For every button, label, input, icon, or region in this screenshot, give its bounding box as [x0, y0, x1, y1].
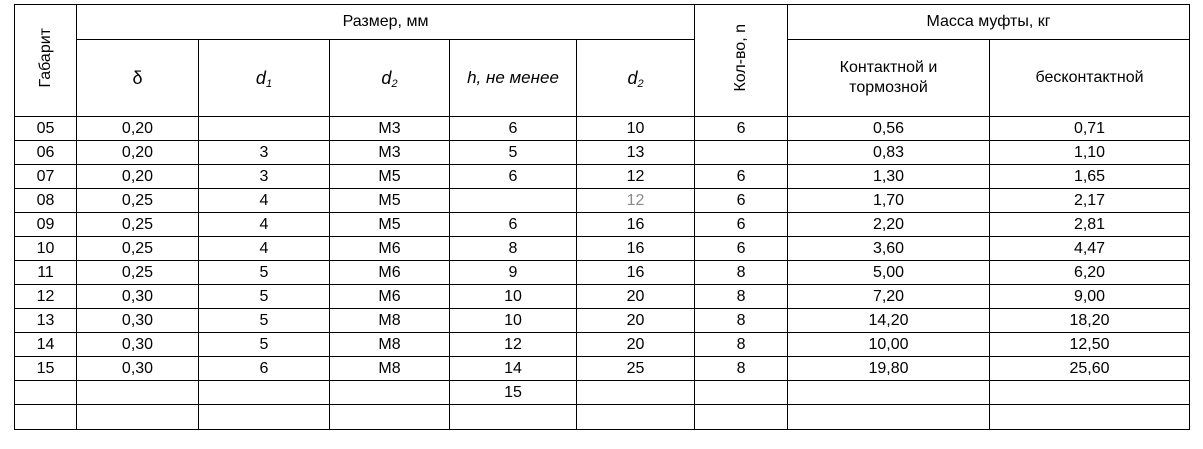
cell-gabarit: 15: [15, 357, 77, 381]
header-d1: [199, 40, 330, 117]
cell-m1: 7,20: [788, 285, 990, 309]
cell-m2: 18,20: [990, 309, 1190, 333]
cell-h: 5: [450, 141, 577, 165]
table-row: [15, 213, 1190, 237]
cell-n: 6: [695, 213, 788, 237]
header-h-label: h, не менее: [467, 68, 559, 87]
header-beskontaktnoy-label: бесконтактной: [1035, 69, 1144, 86]
header-razmer-group: [77, 5, 695, 40]
cell-d2: М5: [330, 189, 450, 213]
header-d1-label: d: [255, 67, 266, 88]
cell-gabarit: 06: [15, 141, 77, 165]
spacer-cell: [990, 405, 1190, 430]
cell-m1: [788, 381, 990, 405]
header-delta-label: δ: [132, 67, 143, 88]
header-d1-sub: 1: [265, 77, 273, 90]
table-row: [15, 285, 1190, 309]
cell-h: 8: [450, 237, 577, 261]
cell-m1: 14,20: [788, 309, 990, 333]
cell-h: 6: [450, 165, 577, 189]
cell-m2: 2,81: [990, 213, 1190, 237]
cell-m1: 1,30: [788, 165, 990, 189]
cell-d1: 3: [199, 141, 330, 165]
cell-m2: [990, 381, 1190, 405]
cell-d2: М6: [330, 237, 450, 261]
cell-n: 8: [695, 357, 788, 381]
cell-m2: 25,60: [990, 357, 1190, 381]
table-row: [15, 189, 1190, 213]
table-row: [15, 117, 1190, 141]
cell-m1: 10,00: [788, 333, 990, 357]
header-d2: [330, 40, 450, 117]
cell-d2b: 20: [577, 309, 695, 333]
spacer-cell: [788, 405, 990, 430]
header-beskontaktnoy: [990, 40, 1190, 117]
cell-d2b: 20: [577, 285, 695, 309]
header-kolvo-label: Кол-во, n: [732, 24, 750, 92]
cell-delta: 0,20: [77, 165, 199, 189]
cell-n: 8: [695, 285, 788, 309]
cell-n: 8: [695, 261, 788, 285]
table-row: [15, 237, 1190, 261]
cell-d2b: 25: [577, 357, 695, 381]
cell-n: 6: [695, 237, 788, 261]
cell-d2b: 12: [577, 189, 695, 213]
cell-gabarit: 09: [15, 213, 77, 237]
header-d2b: [577, 40, 695, 117]
cell-h: 15: [450, 381, 577, 405]
table-body: [15, 117, 1190, 430]
header-d2-label: d: [381, 67, 392, 88]
header-kontaktnoy-line1: Контактной и: [839, 59, 938, 76]
cell-m2: 4,47: [990, 237, 1190, 261]
cell-m1: 0,56: [788, 117, 990, 141]
cell-d2: М5: [330, 165, 450, 189]
spacer-cell: [330, 405, 450, 430]
cell-d2b: 16: [577, 213, 695, 237]
cell-gabarit: 10: [15, 237, 77, 261]
header-d2b-label: d: [627, 67, 638, 88]
cell-d2b: 10: [577, 117, 695, 141]
cell-h: [450, 189, 577, 213]
cell-gabarit: [15, 381, 77, 405]
cell-gabarit: 07: [15, 165, 77, 189]
cell-n: 8: [695, 309, 788, 333]
cell-d2b: 16: [577, 237, 695, 261]
cell-d2b: 20: [577, 333, 695, 357]
cell-d1: [199, 381, 330, 405]
table-row: [15, 309, 1190, 333]
cell-d2: М6: [330, 285, 450, 309]
cell-m1: 2,20: [788, 213, 990, 237]
header-massa-group: [788, 5, 1190, 40]
cell-d2: М3: [330, 117, 450, 141]
cell-gabarit: 08: [15, 189, 77, 213]
header-delta: [77, 40, 199, 117]
cell-h: 9: [450, 261, 577, 285]
spacer-cell: [577, 405, 695, 430]
table-row: [15, 333, 1190, 357]
table-row: [15, 357, 1190, 381]
cell-gabarit: 14: [15, 333, 77, 357]
cell-delta: 0,30: [77, 357, 199, 381]
cell-m2: 1,65: [990, 165, 1190, 189]
cell-m1: 1,70: [788, 189, 990, 213]
cell-delta: 0,30: [77, 333, 199, 357]
cell-d2: М5: [330, 213, 450, 237]
cell-d2b: 13: [577, 141, 695, 165]
table-row: [15, 381, 1190, 405]
cell-d2: [330, 381, 450, 405]
table-bottom-spacer: [15, 405, 1190, 430]
cell-d2: М3: [330, 141, 450, 165]
cell-n: [695, 141, 788, 165]
specification-table: [14, 4, 1190, 430]
cell-h: 12: [450, 333, 577, 357]
cell-n: 6: [695, 165, 788, 189]
spacer-cell: [15, 405, 77, 430]
spacer-cell: [695, 405, 788, 430]
cell-d2: М6: [330, 261, 450, 285]
cell-m2: 2,17: [990, 189, 1190, 213]
spacer-cell: [450, 405, 577, 430]
cell-delta: [77, 381, 199, 405]
table-row: [15, 141, 1190, 165]
spacer-cell: [77, 405, 199, 430]
header-gabarit-label: Габарит: [36, 28, 54, 88]
cell-gabarit: 05: [15, 117, 77, 141]
cell-m1: 3,60: [788, 237, 990, 261]
cell-d2b: 12: [577, 165, 695, 189]
header-kontaktnoy: [788, 40, 990, 117]
cell-delta: 0,30: [77, 309, 199, 333]
cell-d1: 6: [199, 357, 330, 381]
cell-m2: 1,10: [990, 141, 1190, 165]
cell-h: 6: [450, 213, 577, 237]
header-kontaktnoy-line2: тормозной: [849, 79, 928, 96]
cell-n: [695, 381, 788, 405]
cell-delta: 0,25: [77, 261, 199, 285]
header-h: [450, 40, 577, 117]
cell-delta: 0,25: [77, 189, 199, 213]
cell-d1: 4: [199, 213, 330, 237]
cell-d2: М8: [330, 357, 450, 381]
cell-gabarit: 11: [15, 261, 77, 285]
cell-h: 10: [450, 285, 577, 309]
cell-m2: 12,50: [990, 333, 1190, 357]
cell-d2: М8: [330, 309, 450, 333]
cell-h: 6: [450, 117, 577, 141]
cell-delta: 0,20: [77, 141, 199, 165]
cell-m1: 19,80: [788, 357, 990, 381]
cell-d2b: 16: [577, 261, 695, 285]
header-massa-label: Масса муфты, кг: [926, 13, 1051, 30]
cell-m2: 6,20: [990, 261, 1190, 285]
cell-d1: [199, 117, 330, 141]
cell-d2: М8: [330, 333, 450, 357]
header-razmer-label: Размер, мм: [342, 13, 429, 30]
cell-m2: 0,71: [990, 117, 1190, 141]
cell-d1: 5: [199, 285, 330, 309]
cell-d1: 4: [199, 189, 330, 213]
cell-delta: 0,20: [77, 117, 199, 141]
cell-delta: 0,25: [77, 237, 199, 261]
header-kolvo: [695, 5, 788, 117]
table-row: [15, 261, 1190, 285]
header-gabarit: [15, 5, 77, 117]
cell-d2b: [577, 381, 695, 405]
cell-d1: 5: [199, 261, 330, 285]
cell-d1: 5: [199, 333, 330, 357]
cell-h: 10: [450, 309, 577, 333]
cell-m2: 9,00: [990, 285, 1190, 309]
cell-gabarit: 12: [15, 285, 77, 309]
spacer-cell: [199, 405, 330, 430]
header-d2b-sub: 2: [637, 77, 644, 90]
cell-m1: 0,83: [788, 141, 990, 165]
cell-d1: 5: [199, 309, 330, 333]
cell-d1: 4: [199, 237, 330, 261]
cell-gabarit: 13: [15, 309, 77, 333]
cell-n: 8: [695, 333, 788, 357]
cell-delta: 0,30: [77, 285, 199, 309]
header-d2-sub: 2: [391, 77, 398, 90]
cell-h: 14: [450, 357, 577, 381]
table-row: [15, 165, 1190, 189]
cell-n: 6: [695, 117, 788, 141]
cell-d1: 3: [199, 165, 330, 189]
cell-delta: 0,25: [77, 213, 199, 237]
cell-m1: 5,00: [788, 261, 990, 285]
cell-n: 6: [695, 189, 788, 213]
